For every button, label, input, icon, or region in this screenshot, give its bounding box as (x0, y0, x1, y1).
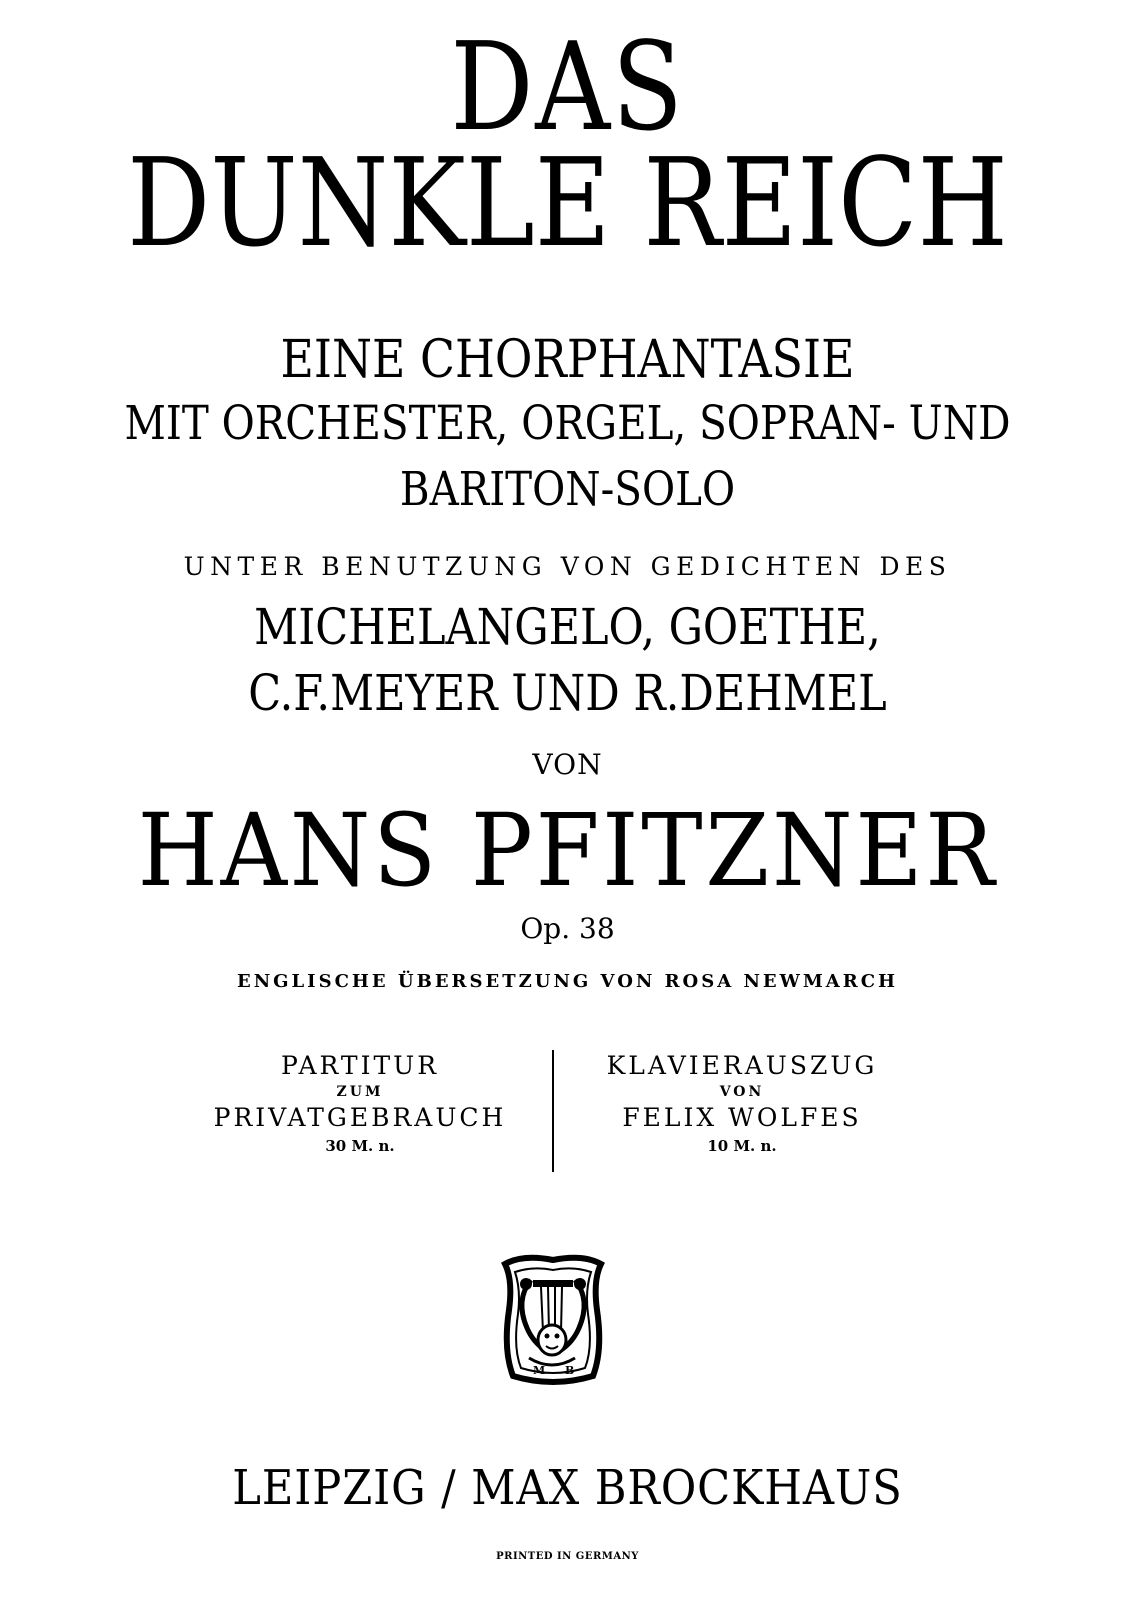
title-line-1: DAS (450, 16, 685, 158)
edition-left-line-1: PARTITUR (280, 1051, 440, 1080)
publisher-imprint: LEIPZIG / MAX BROCKHAUS (232, 1460, 903, 1516)
edition-left-line-2: ZUM (336, 1084, 384, 1100)
edition-left-line-3: PRIVATGEBRAUCH (213, 1103, 507, 1132)
edition-left-price: 30 M. n. (325, 1137, 395, 1155)
poets-line-2: C.F.MEYER UND R.DEHMEL (248, 664, 887, 722)
subtitle-line-3: BARITON-SOLO (399, 462, 736, 517)
edition-piano-reduction (532, 1050, 952, 1158)
title-line-2: DUNKLE REICH (127, 132, 1008, 274)
publisher-lyre-emblem-icon (493, 1250, 613, 1386)
svg-text:M: M (533, 1364, 546, 1377)
edition-right-line-3: FELIX WOLFES (622, 1103, 862, 1132)
composer-name: HANS PFITZNER (137, 792, 998, 909)
poets-line-1: MICHELANGELO, GOETHE, (254, 598, 881, 656)
subtitle-line-1: EINE CHORPHANTASIE (280, 330, 855, 390)
subtitle-line-2: MIT ORCHESTER, ORGEL, SOPRAN- UND (124, 396, 1011, 451)
translation-credit: ENGLISCHE ÜBERSETZUNG VON ROSA NEWMARCH (236, 971, 899, 992)
edition-right-line-1: KLAVIERAUSZUG (606, 1051, 878, 1080)
svg-text:B: B (565, 1364, 575, 1377)
edition-right-price: 10 M. n. (707, 1137, 777, 1155)
source-intro: UNTER BENUTZUNG VON GEDICHTEN DES (183, 552, 952, 581)
opus-number: Op. 38 (520, 912, 615, 945)
edition-full-score (150, 1050, 570, 1158)
edition-right-line-2: VON (719, 1084, 765, 1100)
printed-note: PRINTED IN GERMANY (496, 1551, 639, 1562)
by-label: VON (532, 748, 603, 781)
